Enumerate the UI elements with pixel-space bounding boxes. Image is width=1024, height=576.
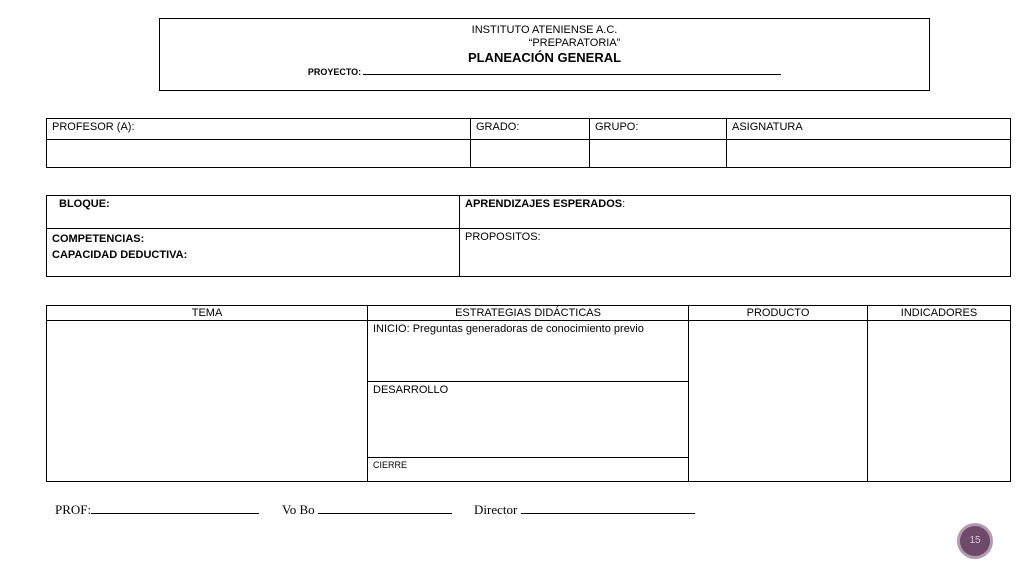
aprendizajes-label: APRENDIZAJES ESPERADOS [465, 198, 623, 210]
desarrollo-cell[interactable] [368, 382, 689, 458]
profesor-header: PROFESOR (A): [47, 119, 471, 140]
vobo-signature-line[interactable] [318, 503, 452, 514]
project-label: PROYECTO: [307, 67, 362, 77]
cierre-cell[interactable] [368, 458, 689, 482]
institute-name: INSTITUTO ATENIENSE A.C. [471, 24, 618, 36]
asignatura-field[interactable] [727, 140, 1011, 168]
desarrollo-label: DESARROLLO [373, 384, 449, 396]
project-line [160, 66, 929, 79]
inicio-label: INICIO: Preguntas generadoras de conocimiento previo [373, 323, 644, 335]
slide-number: 15 [969, 535, 981, 546]
tema-header: TEMA [47, 306, 368, 321]
profesor-field[interactable] [47, 140, 471, 168]
school-name: “PREPARATORIA” [528, 37, 621, 49]
grado-header: GRADO: [471, 119, 590, 140]
director-label: Director [474, 502, 518, 517]
slide-number-badge [957, 523, 993, 559]
tema-field[interactable] [47, 321, 368, 482]
indicadores-header: INDICADORES [868, 306, 1011, 321]
vobo-label: Vo Bo [282, 502, 315, 517]
bloque-label: BLOQUE: [59, 198, 110, 210]
strategy-table [46, 305, 1011, 482]
grado-field[interactable] [471, 140, 590, 168]
aprendizajes-colon: : [622, 198, 626, 210]
block-table [46, 195, 1011, 277]
document-title: PLANEACIÓN GENERAL [467, 50, 622, 65]
document-header [159, 18, 930, 91]
prof-signature-line[interactable] [91, 503, 259, 514]
competencias-cell[interactable] [47, 229, 460, 277]
prof-label: PROF: [55, 502, 92, 517]
teacher-info-table [46, 118, 1011, 168]
competencias-label: COMPETENCIAS: [52, 233, 145, 245]
grupo-header: GRUPO: [590, 119, 727, 140]
propositos-label: PROPOSITOS: [465, 231, 541, 243]
capacidad-label: CAPACIDAD DEDUCTIVA: [52, 249, 188, 261]
cierre-label: CIERRE [373, 460, 408, 470]
director-signature [474, 502, 695, 518]
asignatura-header: ASIGNATURA [727, 119, 1011, 140]
director-signature-line[interactable] [521, 503, 695, 514]
propositos-cell[interactable] [460, 229, 1011, 277]
aprendizajes-cell[interactable] [460, 196, 1011, 229]
producto-header: PRODUCTO [689, 306, 868, 321]
vobo-signature [282, 502, 452, 518]
indicadores-field[interactable] [868, 321, 1011, 482]
project-blank[interactable] [363, 66, 781, 75]
inicio-cell[interactable] [368, 321, 689, 382]
prof-signature [55, 502, 259, 518]
estrategias-header: ESTRATEGIAS DIDÁCTICAS [368, 306, 689, 321]
bloque-cell[interactable] [47, 196, 460, 229]
grupo-field[interactable] [590, 140, 727, 168]
producto-field[interactable] [689, 321, 868, 482]
